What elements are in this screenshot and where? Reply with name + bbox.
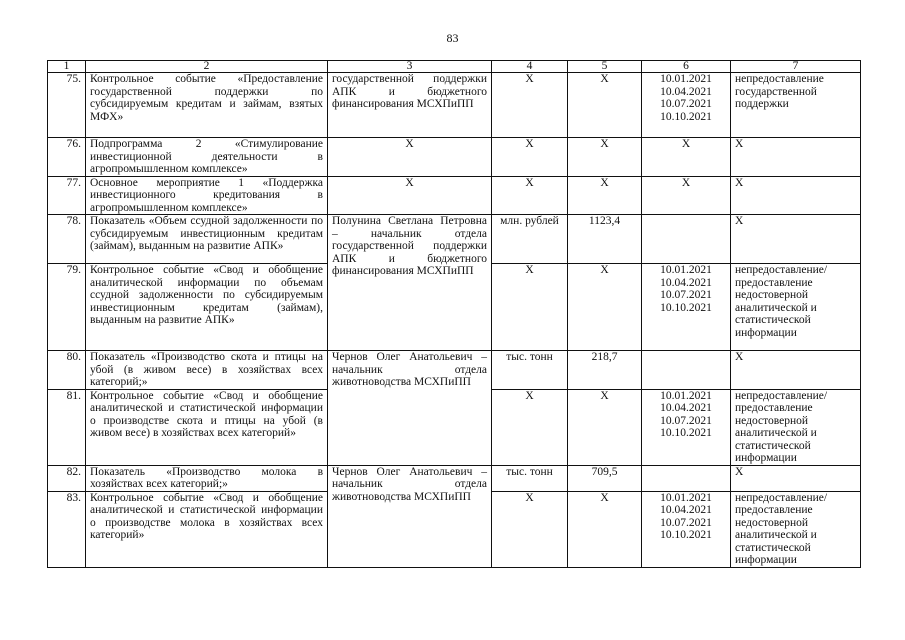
row-name: Показатель «Объем ссудной задолженности по субсидируемым инвестиционным кредитам (займам), выданным на развитие АПК» bbox=[86, 215, 328, 264]
header-cell: 3 bbox=[328, 61, 492, 73]
row-value: X bbox=[568, 73, 642, 138]
row-number: 82. bbox=[48, 465, 86, 491]
row-unit: тыс. тонн bbox=[492, 465, 568, 491]
header-cell: 5 bbox=[568, 61, 642, 73]
row-unit: X bbox=[492, 73, 568, 138]
page-number: 83 bbox=[446, 31, 459, 45]
table-row bbox=[48, 73, 861, 138]
row-dates bbox=[642, 264, 731, 351]
row-value: 218,7 bbox=[568, 351, 642, 390]
row-name: Показатель «Производство молока в хозяйствах всех категорий;» bbox=[86, 465, 328, 491]
row-name: Подпрограмма 2 «Стимулирование инвестиционной деятельности в агропромышленном комплексе» bbox=[86, 138, 328, 177]
row-name: Контрольное событие «Предоставление государственной поддержки по субсидируемым кредитам и займам, взятых МФХ» bbox=[86, 73, 328, 138]
row-value: X bbox=[568, 389, 642, 465]
row-dates bbox=[642, 491, 731, 567]
table-row bbox=[48, 351, 861, 390]
row-note: X bbox=[731, 465, 861, 491]
row-unit: X bbox=[492, 491, 568, 567]
row-dates bbox=[642, 73, 731, 138]
row-name: Показатель «Производство скота и птицы на убой (в живом весе) в хозяйствах всех категорий;» bbox=[86, 351, 328, 390]
row-dates bbox=[642, 389, 731, 465]
table-row bbox=[48, 215, 861, 264]
date: 10.01.2021 bbox=[660, 73, 712, 85]
row-dates bbox=[642, 465, 731, 491]
row-note: X bbox=[731, 138, 861, 177]
row-unit: X bbox=[492, 264, 568, 351]
date: 10.04.2021 bbox=[660, 402, 712, 414]
row-number: 78. bbox=[48, 215, 86, 264]
row-unit: X bbox=[492, 389, 568, 465]
row-number: 75. bbox=[48, 73, 86, 138]
date: 10.07.2021 bbox=[660, 289, 712, 301]
row-value: X bbox=[568, 264, 642, 351]
date: 10.10.2021 bbox=[660, 110, 712, 123]
row-responsible: Полунина Светлана Петровна – начальник отдела государственной поддержки АПК и бюджетного финансирования МСХПиПП bbox=[328, 215, 492, 351]
date: 10.07.2021 bbox=[660, 414, 712, 427]
header-cell: 6 bbox=[642, 61, 731, 73]
row-number: 83. bbox=[48, 491, 86, 567]
date: 10.01.2021 bbox=[660, 389, 712, 402]
date: 10.10.2021 bbox=[660, 529, 712, 541]
date: 10.10.2021 bbox=[660, 301, 712, 314]
row-note: непредоставление/ предоставление недостоверной аналитической и статистической информации bbox=[731, 264, 861, 351]
row-number: 77. bbox=[48, 176, 86, 215]
row-note: непредоставление государственной поддержки bbox=[731, 73, 861, 138]
row-unit: X bbox=[492, 176, 568, 215]
row-responsible: Чернов Олег Анатольевич – начальник отдела животноводства МСХПиПП bbox=[328, 351, 492, 466]
table-row bbox=[48, 465, 861, 491]
row-responsible: X bbox=[328, 138, 492, 177]
table-row bbox=[48, 176, 861, 215]
row-dates bbox=[642, 351, 731, 390]
header-cell: 4 bbox=[492, 61, 568, 73]
row-unit: млн. рублей bbox=[492, 215, 568, 264]
date: 10.10.2021 bbox=[660, 427, 712, 439]
row-name: Контрольное событие «Свод и обобщение аналитической и статистической информации о производстве молока в хозяйствах всех категорий» bbox=[86, 491, 328, 567]
row-value: X bbox=[568, 491, 642, 567]
row-number: 76. bbox=[48, 138, 86, 177]
header-cell: 2 bbox=[86, 61, 328, 73]
table-row bbox=[48, 138, 861, 177]
header-cell: 7 bbox=[731, 61, 861, 73]
header-row bbox=[48, 61, 861, 73]
row-responsible: государственной поддержки АПК и бюджетного финансирования МСХПиПП bbox=[328, 73, 492, 138]
row-value: 1123,4 bbox=[568, 215, 642, 264]
row-responsible: X bbox=[328, 176, 492, 215]
date: 10.04.2021 bbox=[660, 504, 712, 516]
date: 10.04.2021 bbox=[660, 276, 712, 289]
row-name: Контрольное событие «Свод и обобщение аналитической информации по объемам ссудной задолженности по субсидируемым инвестиционным кредитам (займам), выданным на развитие АПК» bbox=[86, 264, 328, 351]
header-cell: 1 bbox=[48, 61, 86, 73]
date: 10.04.2021 bbox=[660, 85, 712, 98]
row-value: X bbox=[568, 138, 642, 177]
row-name: Основное мероприятие 1 «Поддержка инвестиционного кредитования в агропромышленном комплексе» bbox=[86, 176, 328, 215]
row-note: X bbox=[731, 351, 861, 390]
row-note: непредоставление/ предоставление недостоверной аналитической и статистической информации bbox=[731, 491, 861, 567]
row-dates bbox=[642, 215, 731, 264]
row-number: 80. bbox=[48, 351, 86, 390]
row-number: 81. bbox=[48, 389, 86, 465]
row-responsible: Чернов Олег Анатольевич – начальник отдела животноводства МСХПиПП bbox=[328, 465, 492, 567]
date: 10.07.2021 bbox=[660, 98, 712, 110]
row-dates: X bbox=[642, 138, 731, 177]
row-note: X bbox=[731, 215, 861, 264]
row-dates: X bbox=[642, 176, 731, 215]
row-unit: X bbox=[492, 138, 568, 177]
row-unit: тыс. тонн bbox=[492, 351, 568, 390]
date: 10.01.2021 bbox=[660, 264, 712, 276]
row-value: 709,5 bbox=[568, 465, 642, 491]
date: 10.07.2021 bbox=[660, 516, 712, 529]
control-events-table bbox=[47, 60, 861, 568]
row-name: Контрольное событие «Свод и обобщение аналитической и статистической информации о производстве скота и птицы на убой (в живом весе) в хозяйствах всех категорий» bbox=[86, 389, 328, 465]
date: 10.01.2021 bbox=[660, 491, 712, 504]
row-number: 79. bbox=[48, 264, 86, 351]
row-value: X bbox=[568, 176, 642, 215]
row-note: X bbox=[731, 176, 861, 215]
row-note: непредоставление/ предоставление недостоверной аналитической и статистической информации bbox=[731, 389, 861, 465]
